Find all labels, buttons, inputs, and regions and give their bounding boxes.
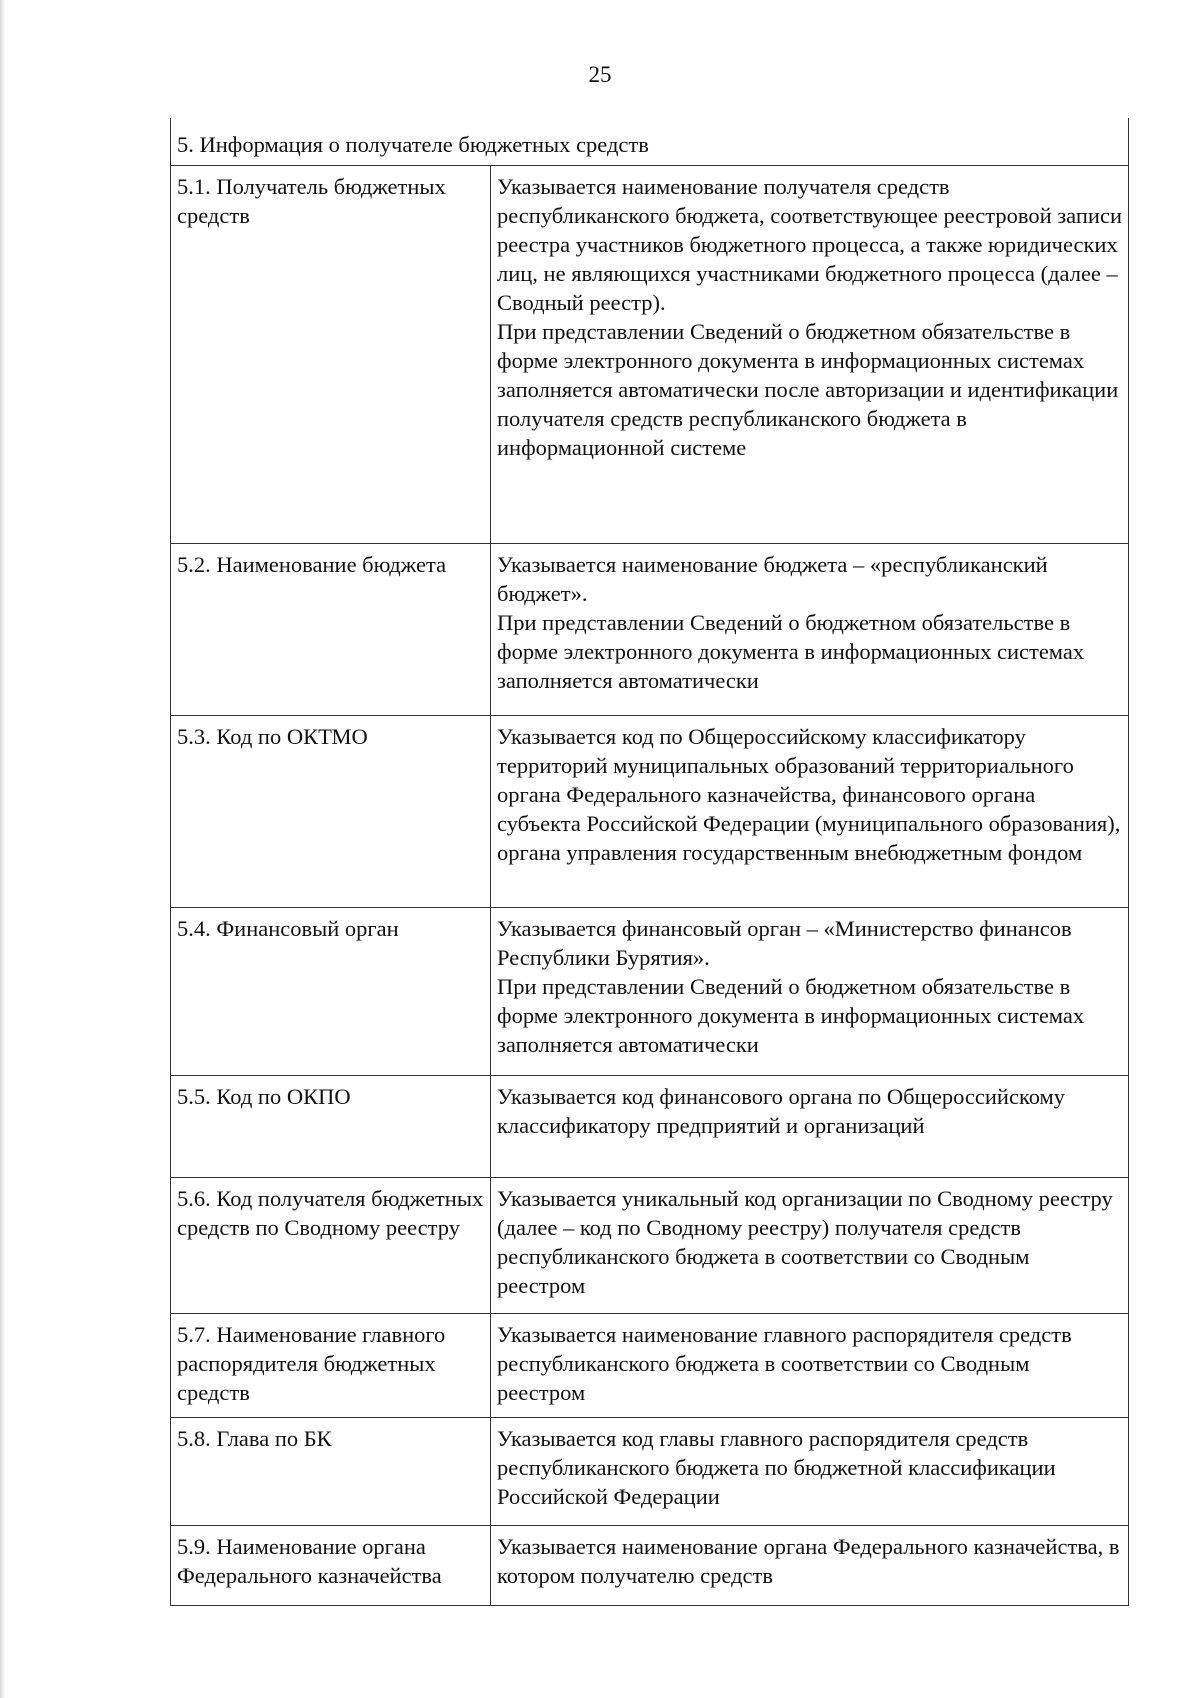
- row-label: 5.2. Наименование бюджета: [171, 544, 491, 716]
- table-row: [171, 1076, 1129, 1178]
- row-label: 5.8. Глава по БК: [171, 1418, 491, 1526]
- table-row: [171, 1526, 1129, 1606]
- scan-edge: [0, 0, 5, 1698]
- row-description-text: Указывается финансовый орган – «Министерство финансов Республики Бурятия».: [497, 916, 1072, 970]
- row-description: [491, 1314, 1129, 1418]
- row-description: [491, 1418, 1129, 1526]
- row-description: [491, 166, 1129, 544]
- row-description-text: Указывается наименование бюджета – «республиканский бюджет».: [497, 552, 1048, 606]
- row-description: [491, 908, 1129, 1076]
- row-label: 5.9. Наименование органа Федерального казначейства: [171, 1526, 491, 1606]
- row-description-text: Указывается код главы главного распорядителя средств республиканского бюджета по бюджетной классификации Российской Федерации: [497, 1426, 1056, 1509]
- row-label: 5.5. Код по ОКПО: [171, 1076, 491, 1178]
- row-label: 5.1. Получатель бюджетных средств: [171, 166, 491, 544]
- row-label: 5.6. Код получателя бюджетных средств по Сводному реестру: [171, 1178, 491, 1314]
- table-row: [171, 1314, 1129, 1418]
- row-description-text: Указывается код по Общероссийскому классификатору территорий муниципальных образований территориального органа Федерального казначейства, финансового органа субъекта Российской Федерации (муниципального образования), органа управления государственным внебюджетным фондом: [497, 724, 1121, 865]
- row-label: 5.4. Финансовый орган: [171, 908, 491, 1076]
- table-row: [171, 908, 1129, 1076]
- table-row: [171, 1178, 1129, 1314]
- row-description-text: Указывается код финансового органа по Общероссийскому классификатору предприятий и организаций: [497, 1084, 1066, 1138]
- table-row: [171, 166, 1129, 544]
- row-note-text: При представлении Сведений о бюджетном обязательстве в форме электронного документа в информационных системах заполняется автоматически: [497, 974, 1085, 1057]
- row-label: 5.3. Код по ОКТМО: [171, 716, 491, 908]
- table-row: [171, 716, 1129, 908]
- row-description: [491, 1178, 1129, 1314]
- row-description: [491, 1076, 1129, 1178]
- row-note-text: При представлении Сведений о бюджетном обязательстве в форме электронного документа в информационных системах заполняется автоматически: [497, 610, 1085, 693]
- row-description: [491, 544, 1129, 716]
- row-label: 5.7. Наименование главного распорядителя бюджетных средств: [171, 1314, 491, 1418]
- section-header-row: [171, 118, 1129, 166]
- table-row: [171, 1418, 1129, 1526]
- row-description: [491, 716, 1129, 908]
- table-row: [171, 544, 1129, 716]
- row-description-text: Указывается наименование главного распорядителя средств республиканского бюджета в соответствии со Сводным реестром: [497, 1322, 1072, 1405]
- row-description: [491, 1526, 1129, 1606]
- info-table: [170, 118, 1129, 1606]
- section-header: 5. Информация о получателе бюджетных средств: [171, 118, 1129, 166]
- row-note-text: При представлении Сведений о бюджетном обязательстве в форме электронного документа в информационных системах заполняется автоматически после авторизации и идентификации получателя средств республиканского бюджета в информационной системе: [497, 319, 1119, 460]
- row-description-text: Указывается наименование органа Федерального казначейства, в котором получателю средств: [497, 1534, 1120, 1588]
- row-description-text: Указывается уникальный код организации по Сводному реестру (далее – код по Сводному реестру) получателя средств республиканского бюджета в соответствии со Сводным реестром: [497, 1186, 1113, 1298]
- page-number: 25: [588, 62, 612, 87]
- row-description-text: Указывается наименование получателя средств республиканского бюджета, соответствующее реестровой записи реестра участников бюджетного процесса, а также юридических лиц, не являющихся участниками бюджетного процесса (далее – Сводный реестр).: [497, 174, 1122, 315]
